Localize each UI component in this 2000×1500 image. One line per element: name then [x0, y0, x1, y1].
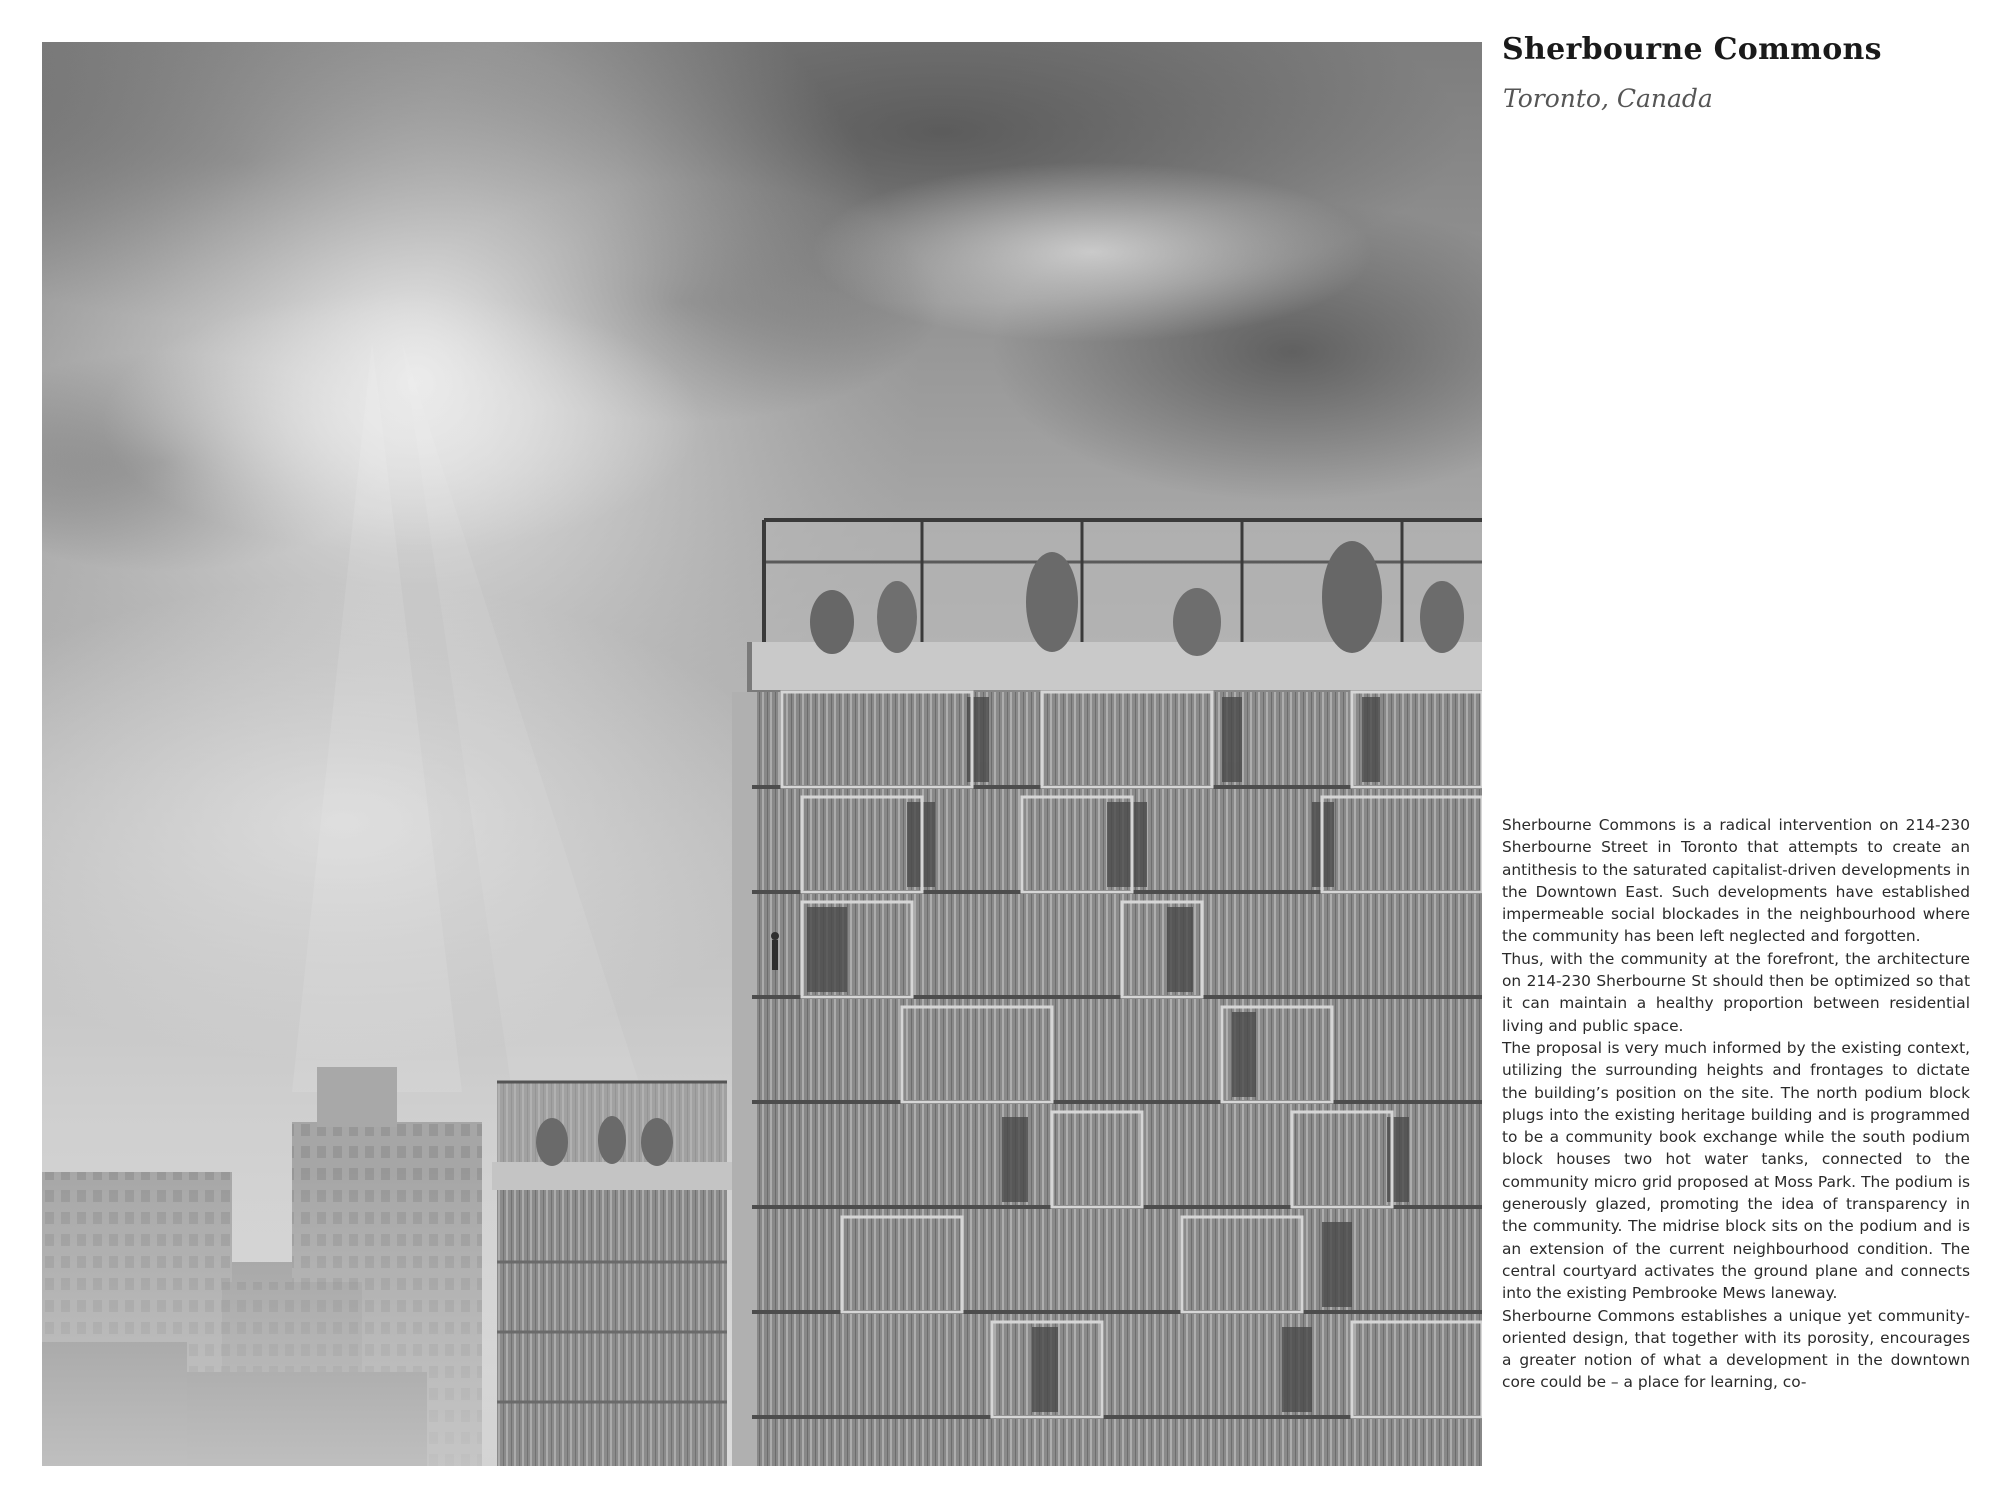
project-location: Toronto, Canada — [1503, 84, 1713, 113]
rendering-image — [42, 42, 1482, 1466]
description-paragraph: The proposal is very much informed by the existing context, utilizing the surrounding heights and frontages to dictate the building’s position on the site. The north podium block plugs into the existing heritage building and is programmed to be a community book exchange while the south podium block houses two hot water tanks, connected to the community micro grid proposed at Moss Park. The podium is generously glazed, promoting the idea of transparency in the community. The midrise block sits on the podium and is an extension of the current neighbourhood condition. The central courtyard activates the ground plane and connects into the existing Pembrooke Mews laneway. — [1502, 1038, 1970, 1303]
description-paragraph: Thus, with the community at the forefront, the architecture on 214-230 Sherbourne St should then be optimized so that it can maintain a healthy proportion between residential living and public space. — [1502, 949, 1970, 1035]
project-description — [1502, 814, 1970, 1394]
description-paragraph: Sherbourne Commons establishes a unique yet community-oriented design, that together with its porosity, encourages a greater notion of what a development in the downtown core could be – a place for learning, co- — [1502, 1306, 1970, 1392]
building-rendering — [42, 42, 1482, 1466]
description-paragraph: Sherbourne Commons is a radical intervention on 214-230 Sherbourne Street in Toronto that attempts to create an antithesis to the saturated capitalist-driven developments in the Downtown East. Such developments have established impermeable social blockades in the neighbourhood where the community has been left neglected and forgotten. — [1502, 816, 1970, 946]
project-title: Sherbourne Commons — [1502, 32, 1882, 67]
